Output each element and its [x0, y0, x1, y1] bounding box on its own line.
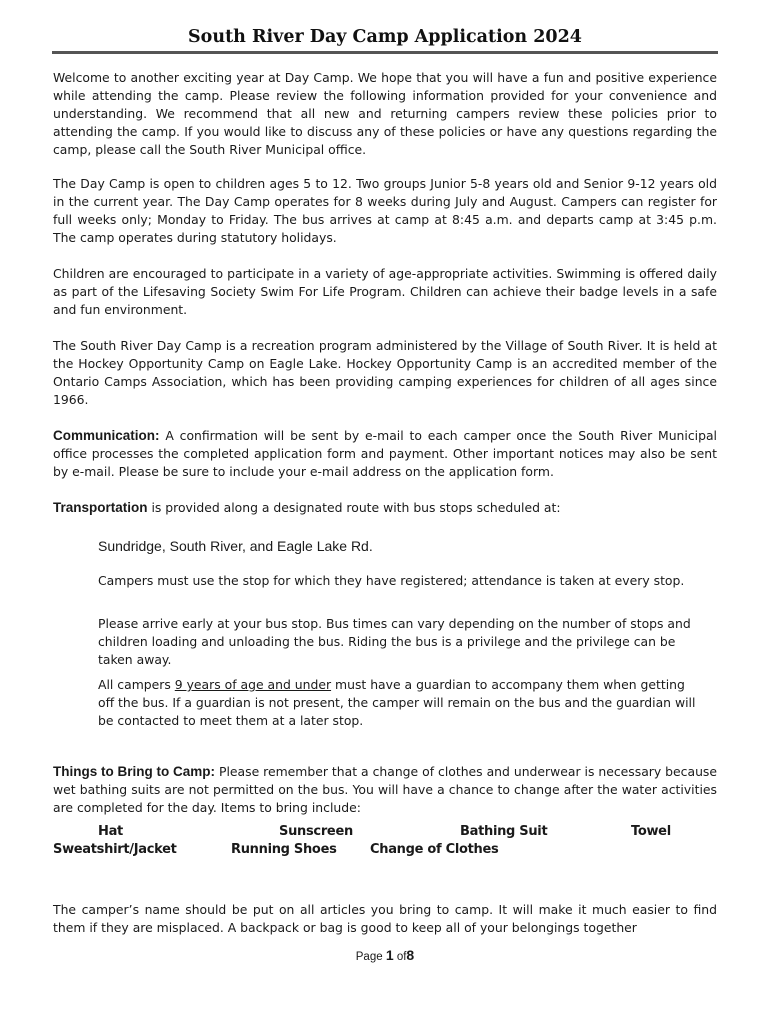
age-underline: 9 years of age and under: [174, 677, 332, 692]
footer-page-number: 1: [385, 947, 394, 963]
item-change-of-clothes: Change of Clothes: [370, 842, 499, 857]
footer-of-label: of: [396, 951, 407, 963]
activities-paragraph: Children are encouraged to participate in a variety of age-appropriate activities. Swimming is offered daily as part of the Lifesaving Society Swim For Life Program. Children can achieve their badge levels in a safe and fun environment.: [53, 266, 717, 317]
item-sunscreen: Sunscreen: [279, 824, 353, 839]
item-bathing-suit: Bathing Suit: [460, 824, 548, 839]
item-towel: Towel: [631, 824, 671, 839]
bring-text: Please remember that a change of clothes and underwear is necessary because wet bathing suits are not permitted on the bus. You will have a chance to change after the water activities are completed for the day. Items to bring include:: [53, 764, 718, 815]
footer-page-label: Page: [355, 951, 383, 963]
page-footer: [0, 947, 770, 963]
bring-label: Things to Bring to Camp:: [53, 764, 216, 779]
eligibility-paragraph: The Day Camp is open to children ages 5 to 12. Two groups Junior 5-8 years old and Senior 9-12 years old in the current year. The Day Camp operates for 8 weeks during July and August. Campers can register for full weeks only; Monday to Friday. The bus arrives at camp at 8:45 a.m. and departs camp at 3:45 p.m. The camp operates during statutory holidays.: [53, 176, 717, 245]
item-hat: Hat: [98, 824, 123, 839]
communication-paragraph: [53, 427, 717, 481]
page-title: South River Day Camp Application 2024: [188, 27, 582, 47]
communication-text: A confirmation will be sent by e-mail to each camper once the South River Municipal office processes the completed application form and payment. Other important notices may also be sent by e-mail. Please be sure to include your e-mail address on the application form.: [53, 428, 717, 479]
communication-label: Communication:: [53, 428, 160, 443]
bus-rule-3: [98, 676, 704, 730]
transportation-text: is provided along a designated route with bus stops scheduled at:: [147, 500, 561, 515]
bus-rule-3-pre: All campers: [98, 677, 175, 692]
item-running-shoes: Running Shoes: [231, 842, 337, 857]
transportation-label: Transportation: [53, 500, 148, 515]
item-sweatshirt: Sweatshirt/Jacket: [53, 842, 177, 857]
bus-rule-3-post: must have a guardian to accompany them when getting off the bus. If a guardian is not present, the camper will remain on the bus and the guardian will be contacted to meet them at a later stop.: [98, 677, 696, 728]
names-paragraph: The camper’s name should be put on all articles you bring to camp. It will make it much easier to find them if they are misplaced. A backpack or bag is good to keep all of your belongings together: [53, 902, 717, 935]
transportation-paragraph: [53, 499, 717, 517]
intro-paragraph: Welcome to another exciting year at Day Camp. We hope that you will have a fun and positive experience while attending the camp. Please review the following information provided for your convenience and understanding. We recommend that all new and returning campers review these policies prior to attending the camp. If you would like to discuss any of these policies or have any questions regarding the camp, please call the South River Municipal office.: [53, 70, 717, 157]
bring-paragraph: [53, 763, 717, 817]
bus-stops: Sundridge, South River, and Eagle Lake Rd.: [98, 538, 373, 554]
title-underline: [52, 51, 718, 54]
about-paragraph: The South River Day Camp is a recreation program administered by the Village of South River. It is held at the Hockey Opportunity Camp on Eagle Lake. Hockey Opportunity Camp is an accredited member of the Ontario Camps Association, which has been providing camping experiences for children of all ages since 1966.: [53, 338, 717, 407]
bus-rule-1: Campers must use the stop for which they have registered; attendance is taken at every stop.: [98, 573, 685, 588]
bus-rule-2: Please arrive early at your bus stop. Bus times can vary depending on the number of stops and children loading and unloading the bus. Riding the bus is a privilege and the privilege can be taken away.: [98, 616, 691, 667]
footer-page-total: 8: [406, 947, 415, 963]
